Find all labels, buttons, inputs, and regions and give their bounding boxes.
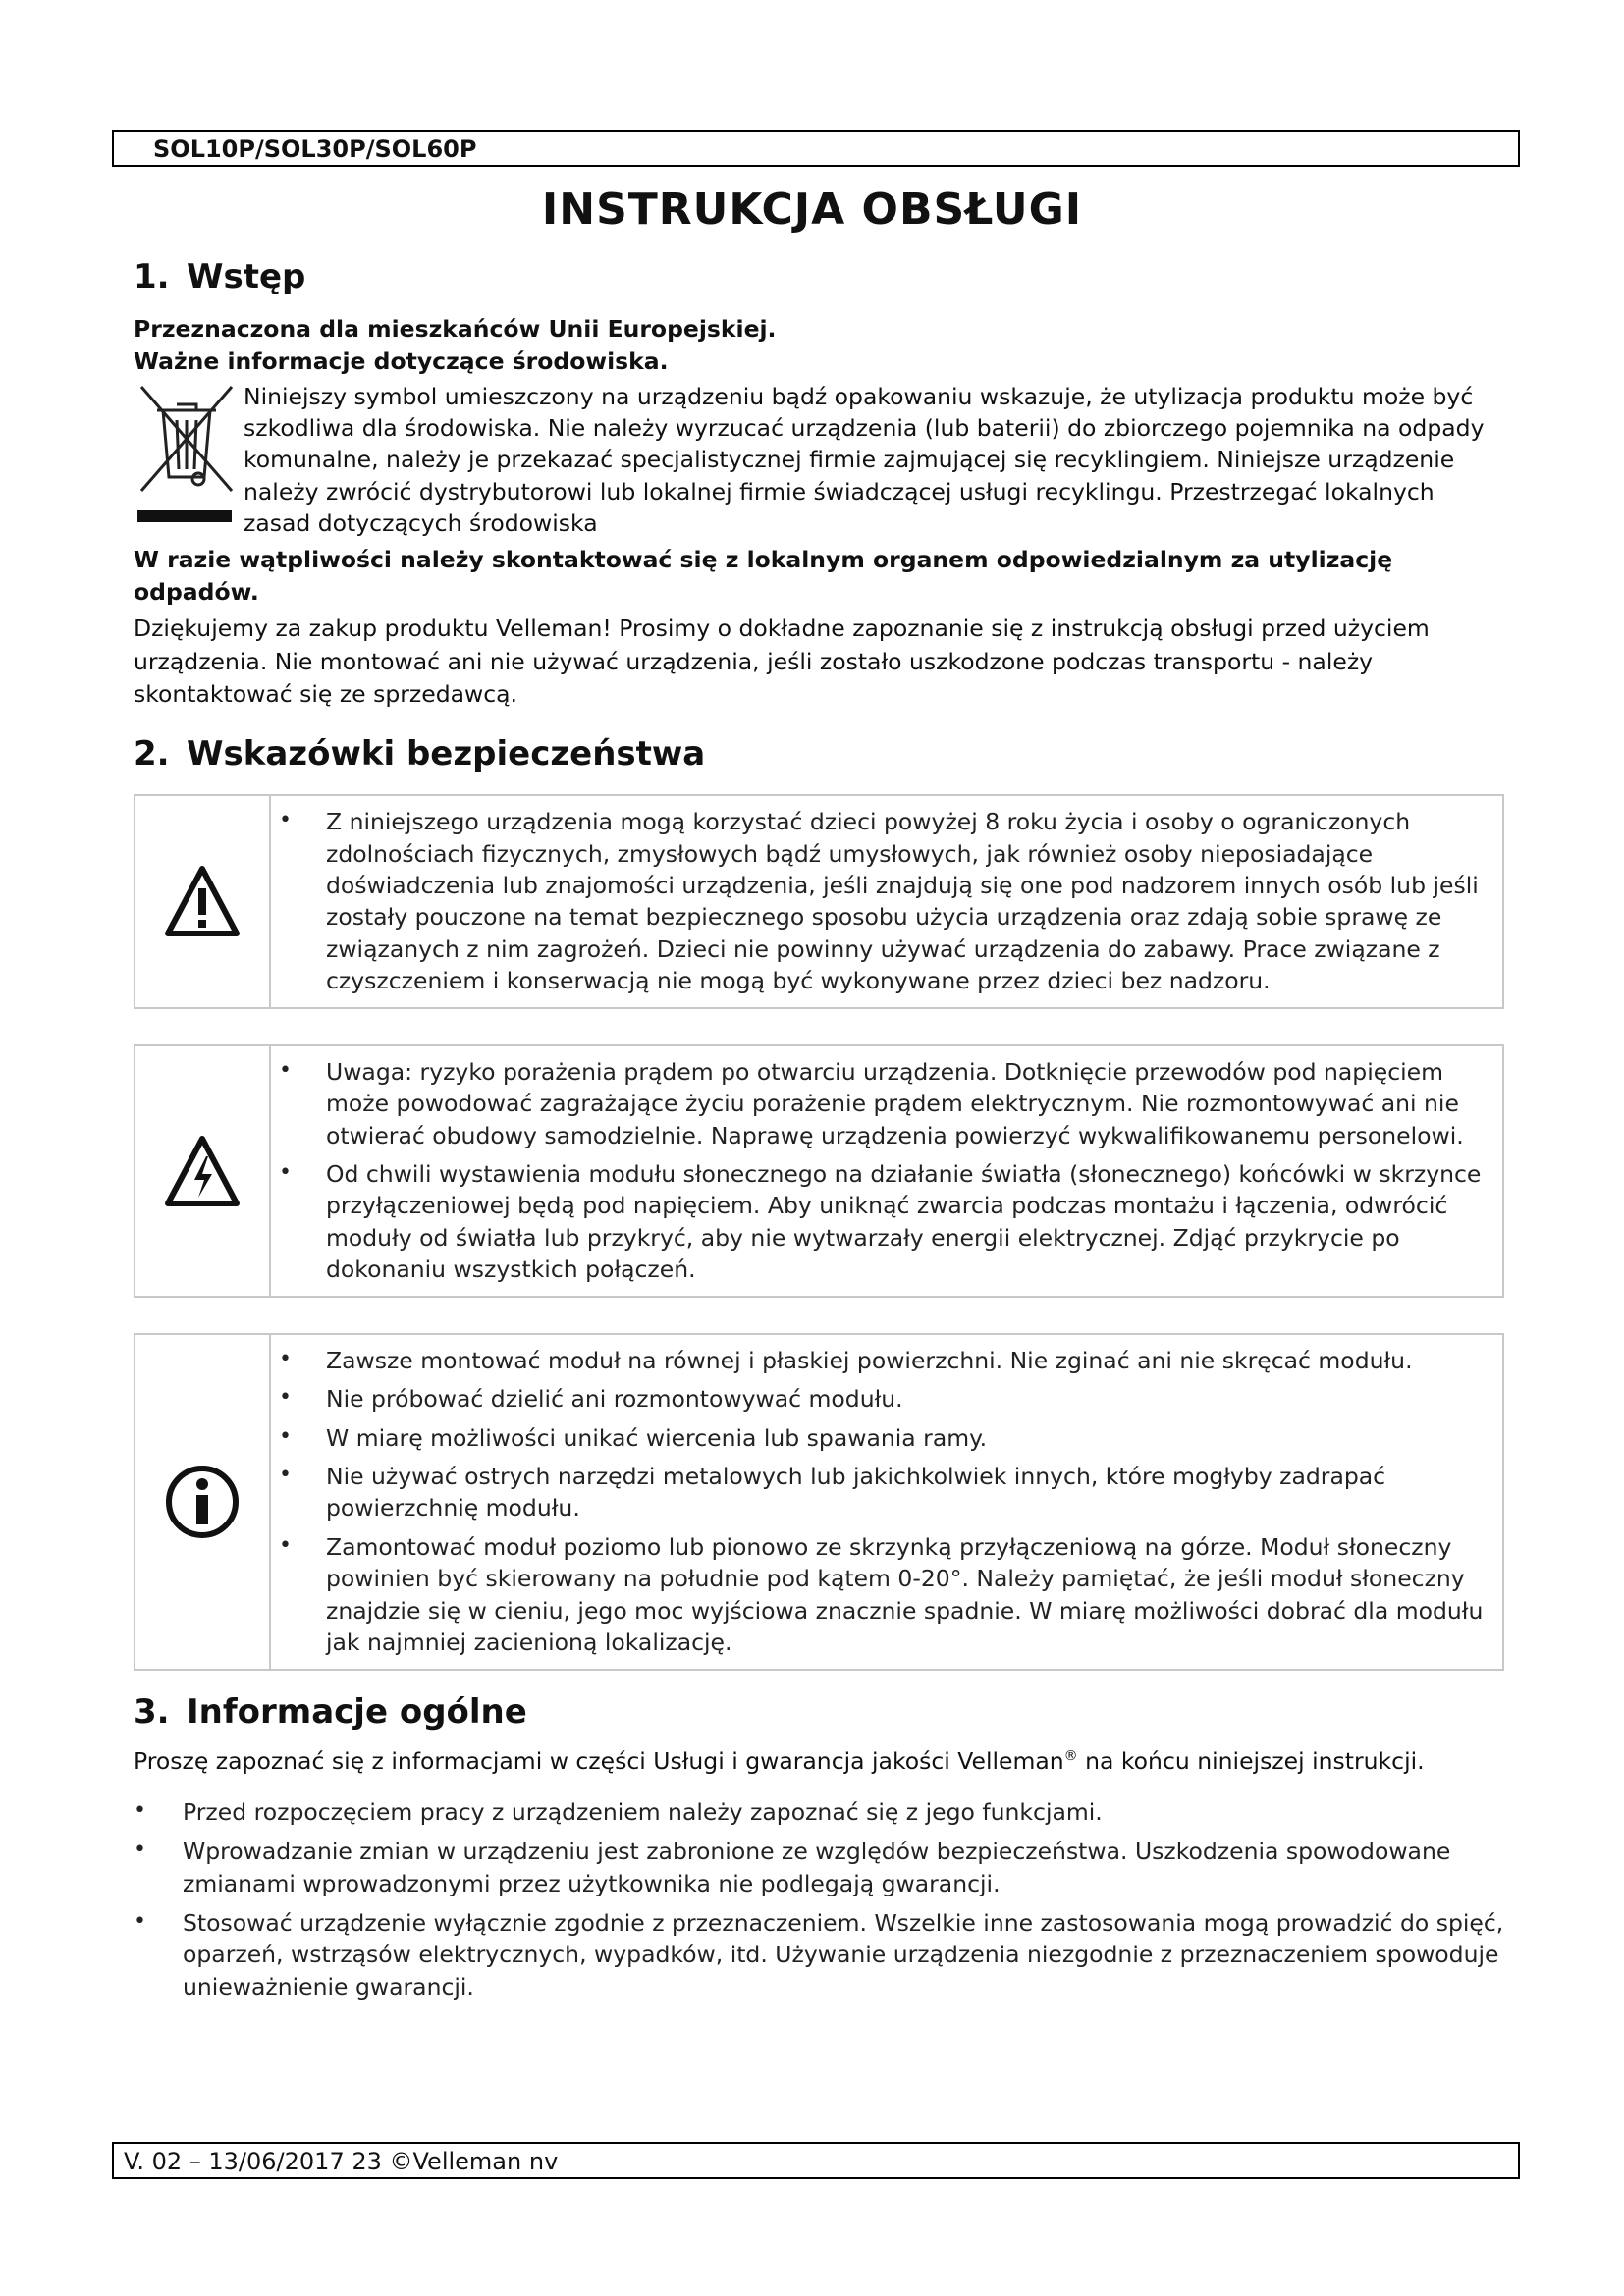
weee-text: Niniejszy symbol umieszczony na urządzeniu bądź opakowaniu wskazuje, że utylizacja produktu może być szkodliwa dla środowiska. Nie należy wyrzucać urządzenia (lub baterii) do zbiorczego pojemnika na odpady komunalne, należy je przekazać specjalistycznej firmie zajmującej się recyklingiem. Niniejsze urządzenie należy zwrócić dystrybutorowi lub lokalnej firmie świadczącej usługi recyklingu. Przestrzegać lokalnych zasad dotyczących środowiska — [244, 382, 1485, 538]
section-intro-heading: 1. Wstęp — [134, 257, 306, 296]
safety-item: • Nie próbować dzielić ani rozmontowywać modułu. — [271, 1383, 1494, 1415]
safety-item: • Zamontować moduł poziomo lub pionowo ze skrzynką przyłączeniową na górze. Moduł słoneczny powinien być skierowany na południe pod kątem 0-20°. Należy pamiętać, że jeśli moduł słoneczny znajdzie się w cieniu, jego moc wyjściowa znacznie spadnie. W miarę możliwości dobrać dla modułu jak najmniej zacienioną lokalizację. — [271, 1531, 1494, 1659]
page-title: INSTRUKCJA OBSŁUGI — [541, 185, 1083, 235]
thanks-text: Dziękujemy za zakup produktu Velleman! Prosimy o dokładne zapoznanie się z instrukcją obsługi przed użyciem urządzenia. Nie montować ani nie używać urządzenia, jeśli zostało uszkodzone podczas transportu - należy skontaktować się ze sprzedawcą. — [134, 614, 1430, 709]
section-safety-heading: 2. Wskazówki bezpieczeństwa — [134, 734, 706, 774]
general-intro: Proszę zapoznać się z informacjami w części Usługi i gwarancja jakości Velleman® na końcu niniejszej instrukcji. — [134, 1747, 1425, 1776]
footer-text: V. 02 – 13/06/2017 23 ©Velleman nv — [124, 2148, 559, 2175]
list-item: • Wprowadzanie zmian w urządzeniu jest zabronione ze względów bezpieczeństwa. Uszkodzenia spowodowane zmianami wprowadzonymi przez użytkownika nie podlegają gwarancji. — [134, 1836, 1508, 1899]
section-general-heading: 3. Informacje ogólne — [134, 1691, 527, 1732]
eu-line-2: Ważne informacje dotyczące środowiska. — [134, 347, 669, 376]
safety-box-info — [134, 1333, 1504, 1671]
safety-item: • W miarę możliwości unikać wiercenia lub spawania ramy. — [271, 1422, 1494, 1454]
safety-box-electric — [134, 1044, 1504, 1298]
header-box — [112, 130, 1520, 167]
safety-box-children — [134, 794, 1504, 1009]
footer-box — [112, 2142, 1520, 2179]
model-label: SOL10P/SOL30P/SOL60P — [153, 135, 477, 163]
list-item: • Stosować urządzenie wyłącznie zgodnie z przeznaczeniem. Wszelkie inne zastosowania mogą prowadzić do spięć, oparzeń, wstrząsów elektrycznych, wypadków, itd. Używanie urządzenia niezgodnie z przeznaczeniem spowoduje unieważnienie gwarancji. — [134, 1907, 1508, 2002]
weee-block — [134, 381, 1508, 540]
eu-line-1: Przeznaczona dla mieszkańców Unii Europejskiej. — [134, 314, 777, 343]
info-icon — [164, 1464, 241, 1540]
safety-item: • Z niniejszego urządzenia mogą korzystać dzieci powyżej 8 roku życia i osoby o ograniczonych zdolnościach fizycznych, zmysłowych bądź umysłowych, jak również osoby nieposiadające doświadczenia lub znajomości urządzenia, jeśli znajdują się one pod nadzorem innych osób lub jeśli zostały pouczone na temat bezpiecznego sposobu użycia urządzenia oraz zdają sobie sprawę ze związanych z nim zagrożeń. Dzieci nie powinny używać urządzenia do zabawy. Prace związane z czyszczeniem i konserwacją nie mogą być wykonywane przez dzieci bez nadzoru. — [271, 806, 1494, 997]
safety-item: • Uwaga: ryzyko porażenia prądem po otwarciu urządzenia. Dotknięcie przewodów pod napięciem może powodować zagrażające życiu porażenie prądem elektrycznym. Nie rozmontowywać ani nie otwierać obudowy samodzielnie. Naprawę urządzenia powierzyć wykwalifikowanemu personelowi. — [271, 1056, 1494, 1151]
list-item: • Przed rozpoczęciem pracy z urządzeniem należy zapoznać się z jego funkcjami. — [134, 1796, 1508, 1828]
safety-item: • Nie używać ostrych narzędzi metalowych lub jakichkolwiek innych, które mogłyby zadrapać powierzchnię modułu. — [271, 1461, 1494, 1524]
content — [134, 257, 1508, 2010]
crossed-bin-icon — [134, 381, 240, 540]
warning-triangle-icon — [163, 863, 242, 939]
general-list — [134, 1796, 1508, 2003]
safety-item: • Od chwili wystawienia modułu słonecznego na działanie światła (słonecznego) końcówki w skrzynce przyłączeniowej będą pod napięciem. Aby uniknąć zwarcia podczas montażu i łączenia, odwrócić moduły od światła lub przykryć, aby nie wytwarzały energii elektrycznej. Zdjąć przykrycie po dokonaniu wszystkich połączeń. — [271, 1158, 1494, 1286]
electric-shock-warning-icon — [163, 1133, 242, 1209]
doubt-text: W razie wątpliwości należy skontaktować się z lokalnym organem odpowiedzialnym za utylizację odpadów. — [134, 545, 1393, 606]
safety-item: • Zawsze montować moduł na równej i płaskiej powierzchni. Nie zginać ani nie skręcać modułu. — [271, 1345, 1494, 1376]
